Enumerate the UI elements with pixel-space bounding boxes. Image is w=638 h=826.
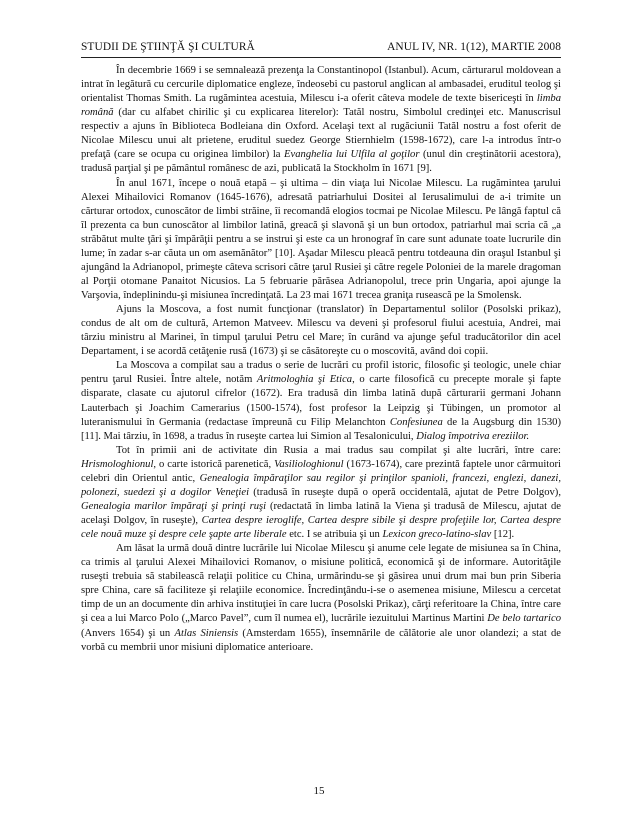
paragraph: Ajuns la Moscova, a fost numit funcţionar (translator) în Departamentul solilor (Posolski prikaz), condus de alt om de cultură, Artemon Matveev. Milescu va deveni şi profesorul fiului acestuia, Andrei, mai târziu ministru al Marinei, în timpul ţarului Petru cel Mare; în curând va ajunge şeful traducătorilor din acel Departament, i se acordă cetăţenie rusă (1673) şi se căsătoreşte cu o moscovită, având doi copii.: [81, 304, 561, 358]
paragraph: Am lăsat la urmă două dintre lucrările lui Nicolae Milescu şi anume cele legate de misiunea sa în China, ca trimis al ţarului Alexei Mihailovici Romanov, o misiune politică, economică şi de informare. Autorităţile ruseşti trebuia să stabilească relaţii politice cu China, urmărindu-se şi găsirea unui drum mai bun prin Siberia spre China, care să faciliteze şi relaţiile economice. Încredinţându-i-se o asemenea misiune, Milescu a cercetat timp de un an documente din arhiva instituţiei în care lucra (Posolski Prikaz), cărţi referitoare la China, între care şi cea a lui Marco Polo („Marco Pavel”, cum îl numea el), lucrările iezuitului Martinus Martini De belo tartarico (Anvers 1654) şi un Atlas Siniensis (Amsterdam 1655), însemnările de călătorie ale unor olandezi; a stat de vorbă cu membrii unor misiuni diplomatice anterioare.: [81, 543, 562, 653]
page-number: 15: [313, 785, 325, 797]
header-rule: [81, 57, 561, 58]
article-body: [81, 64, 561, 655]
paragraph: În decembrie 1669 i se semnalează prezenţa la Constantinopol (Istanbul). Acum, cărturarul moldovean a intrat în legătură cu cercurile diplomatice engleze, îndeosebi cu pastorul anglican al ambasadei, eruditul teolog şi orientalist Thomas Smith. La rugămintea acestuia, Milescu i-a oferit câteva modele de texte bisericeşti în limba română (dar cu alfabet chirilic şi cu explicarea literelor): Tatăl nostru, Simbolul credinţei etc. Manuscrisul respectiv a ajuns în Biblioteca Bodleiana din Oxford. Acelaşi text al rugăciunii Tatăl nostru a fost oferit de Nicolae Milescu unui alt prietene, eruditul suedez George Stiernhielm (1598-1672), care l-a introdus într-o prefaţă (care se ocupa cu originea limbilor) la Evanghelia lui Ulfila al goţilor (unul din creştinătorii acestora), tradusă parţial şi pe pământul românesc de azi, publicată la Stockholm în 1671 [9].: [81, 65, 561, 175]
journal-title: STUDII DE ŞTIINŢĂ ŞI CULTURĂ: [81, 41, 255, 53]
paragraph: La Moscova a compilat sau a tradus o serie de lucrări cu profil istoric, filosofic şi teologic, unele chiar pentru ţarul Rusiei. Între altele, notăm Aritmologhia şi Etica, o carte filosofică cu precepte morale şi fapte disparate, clasate cu ajutorul cifrelor (1672). Era tradusă din limba latină după cărturarii germani Johann Lauterbach şi Joachim Camerarius (1500-1574), fost profesor la Leipzig şi Tübingen, un promotor al luteranismului în Germania (redactase împreună cu Filip Melanchton Confesiunea de la Augsburg din 1530) [11]. Mai târziu, în 1698, a tradus în ruseşte cartea lui Simion al Tesalonicului, Dialog împotriva ereziilor.: [81, 360, 561, 442]
issue-info: ANUL IV, NR. 1(12), MARTIE 2008: [387, 41, 561, 53]
paragraph: În anul 1671, începe o nouă etapă – şi ultima – din viaţa lui Nicolae Milescu. La rugămintea ţarului Alexei Mihailovici Romanov (1645-1676), adresată patriarhului Dositei al Ierusalimului de a-i trimite un cărturar ortodox, cunoscător de limbi străine, îi recomandă elogios tocmai pe Nicolae Milescu. Pe lângă faptul că îl prezenta ca bun cunoscător al limbilor latină, greacă şi slavonă şi un bun ortodox, patriarhul mai scria că „a străbătut multe ţări şi împărăţii pentru a se instrui şi este ca un hronograf în care sunt adunate toate lucrurile din lume; în zadar s-ar căuta un om asemănător” [10]. Aşadar Milescu pleacă pentru totdeauna din oraşul Istanbul şi ajungând la Adrianopol, primeşte câteva scrisori către ţarul Rusiei şi către regele Poloniei de la marele dragoman al Porţii otomane Panaitot Nicusios. La 5 februarie părăsea Adrianopolul, trece prin Ungaria, apoi ajunge la Varşovia, îndeplinindu-şi misiunea încredinţată. La 23 mai 1671 trecea graniţa rusească pe la Smolensk.: [81, 177, 561, 301]
running-header: [81, 41, 561, 53]
paragraph: Tot în primii ani de activitate din Rusia a mai tradus sau compilat şi alte lucrări, între care: Hrismologhionul, o carte istorică parenetică, Vasiliologhionul (1673-1674), care prezintă faptele unor cârmuitori celebri din Orientul antic, Genealogia împăraţilor sau regilor şi prinţilor spanioli, francezi, englezi, danezi, polonezi, suedezi şi a dogilor Veneţiei (tradusă în ruseşte după o operă occidentală, ajutat de Petre Dolgov), Genealogia marilor împăraţi şi prinţi ruşi (redactată în limba latină la Viena şi tradusă de Milescu, ajutat de acelaşi Dolgov, în ruseşte), Cartea despre ieroglife, Cartea despre sibile şi despre profeţiile lor, Cartea despre cele nouă muze şi despre cele şapte arte liberale etc. I se atribuia şi un Lexicon greco-latino-slav [12].: [81, 444, 561, 541]
